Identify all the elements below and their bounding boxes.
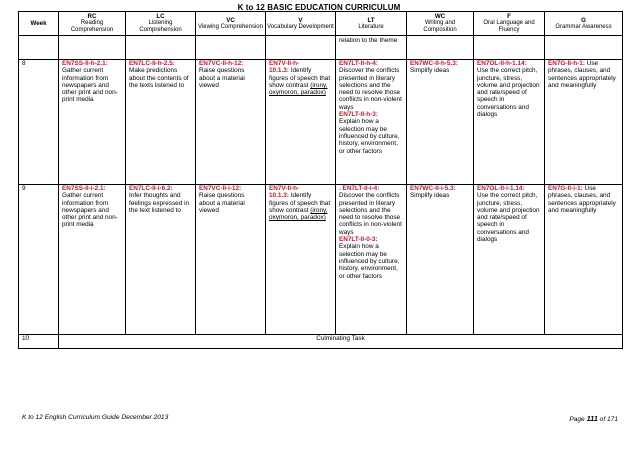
f-cell: EN7OL-II-i-1.14: Use the correct pitch, juncture, stress, volume and projection and rate/speed of speech in conversations and dialogs [474, 185, 545, 335]
table-row [19, 60, 623, 185]
curriculum-table [18, 11, 623, 349]
footer-guide-title: K to 12 English Curriculum Guide December 2013 [22, 414, 169, 421]
culminating-row [19, 335, 623, 349]
lc-cell: EN7LC-II-i-6.2: Infer thoughts and feelings expressed in the text listened to [126, 185, 196, 335]
header-f: F Oral Language and Fluency [474, 12, 545, 36]
v-cell: EN7V-II-h- 10.1.3: Identify figures of speech that show contrast (irony, oxymoron, paradox) [266, 60, 336, 185]
lt-cell: EN7LT-II-h-4: Discover the conflicts presented in literary selections and the need to resolve those conflicts in non-violent ways EN7LT-II-h-3: Explain how a selection may be influenced by culture, history, environment, or other factors [336, 60, 407, 185]
header-row [19, 12, 623, 36]
carryover-lt-cell: relation to the theme [336, 36, 407, 60]
carryover-row [19, 36, 623, 60]
vc-cell: EN7VC-II-i-12: Raise questions about a material viewed [196, 185, 266, 335]
header-lc: LC Listening Comprehension [126, 12, 196, 36]
lc-cell: EN7LC-II-h-2.5: Make predictions about the contents of the texts listened to [126, 60, 196, 185]
rc-cell: EN7SS-II-h-2.1: Gather current information from newspapers and other print and non-print media [59, 60, 126, 185]
v-cell: EN7V-II-h- 10.1.3: Identify figures of speech that show contrast (irony, oxymoron, paradox) [266, 185, 336, 335]
week-number: 8 [19, 60, 59, 185]
header-week: Week [19, 12, 59, 36]
document-title: K to 12 BASIC EDUCATION CURRICULUM [237, 3, 401, 12]
week-number: 10 [19, 335, 59, 349]
header-v: V Vocabulary Development [266, 12, 336, 36]
wc-cell: EN7WC-II-i-5.3: Simplify ideas [407, 185, 474, 335]
table-row [19, 185, 623, 335]
rc-cell: EN7SS-II-i-2.1: Gather current information from newspapers and other print and non-print media [59, 185, 126, 335]
header-g: G Grammar Awareness [545, 12, 623, 36]
header-lt: LT Literature [336, 12, 407, 36]
header-wc: WC Writing and Composition [407, 12, 474, 36]
g-cell: EN7G-II-i-1: Use phrases, clauses, and sentences appropriately and meaningfully [545, 185, 623, 335]
footer-page-number: Page 111 of 171 [569, 414, 618, 423]
lt-cell: . EN7LT-II-i-4: Discover the conflicts presented in literary selections and the need to resolve those conflicts in non-violent ways EN7LT-II-0-3: Explain how a selection may be influenced by culture, history, environment, or other factors [336, 185, 407, 335]
g-cell: EN7G-II-h-1: Use phrases, clauses, and sentences appropriately and meaningfully [545, 60, 623, 185]
vc-cell: EN7VC-II-h-12: Raise questions about a material viewed [196, 60, 266, 185]
culminating-task-label: Culminating Task [59, 335, 623, 349]
header-rc: RC Reading Comprehension [59, 12, 126, 36]
wc-cell: EN7WC-II-h-5.3: Simplify ideas [407, 60, 474, 185]
f-cell: EN7OL-II-h-1.14: Use the correct pitch, juncture, stress, volume and projection and rate/speed of speech in conversations and dialogs [474, 60, 545, 185]
week-number: 9 [19, 185, 59, 335]
header-vc: VC Viewing Comprehension [196, 12, 266, 36]
